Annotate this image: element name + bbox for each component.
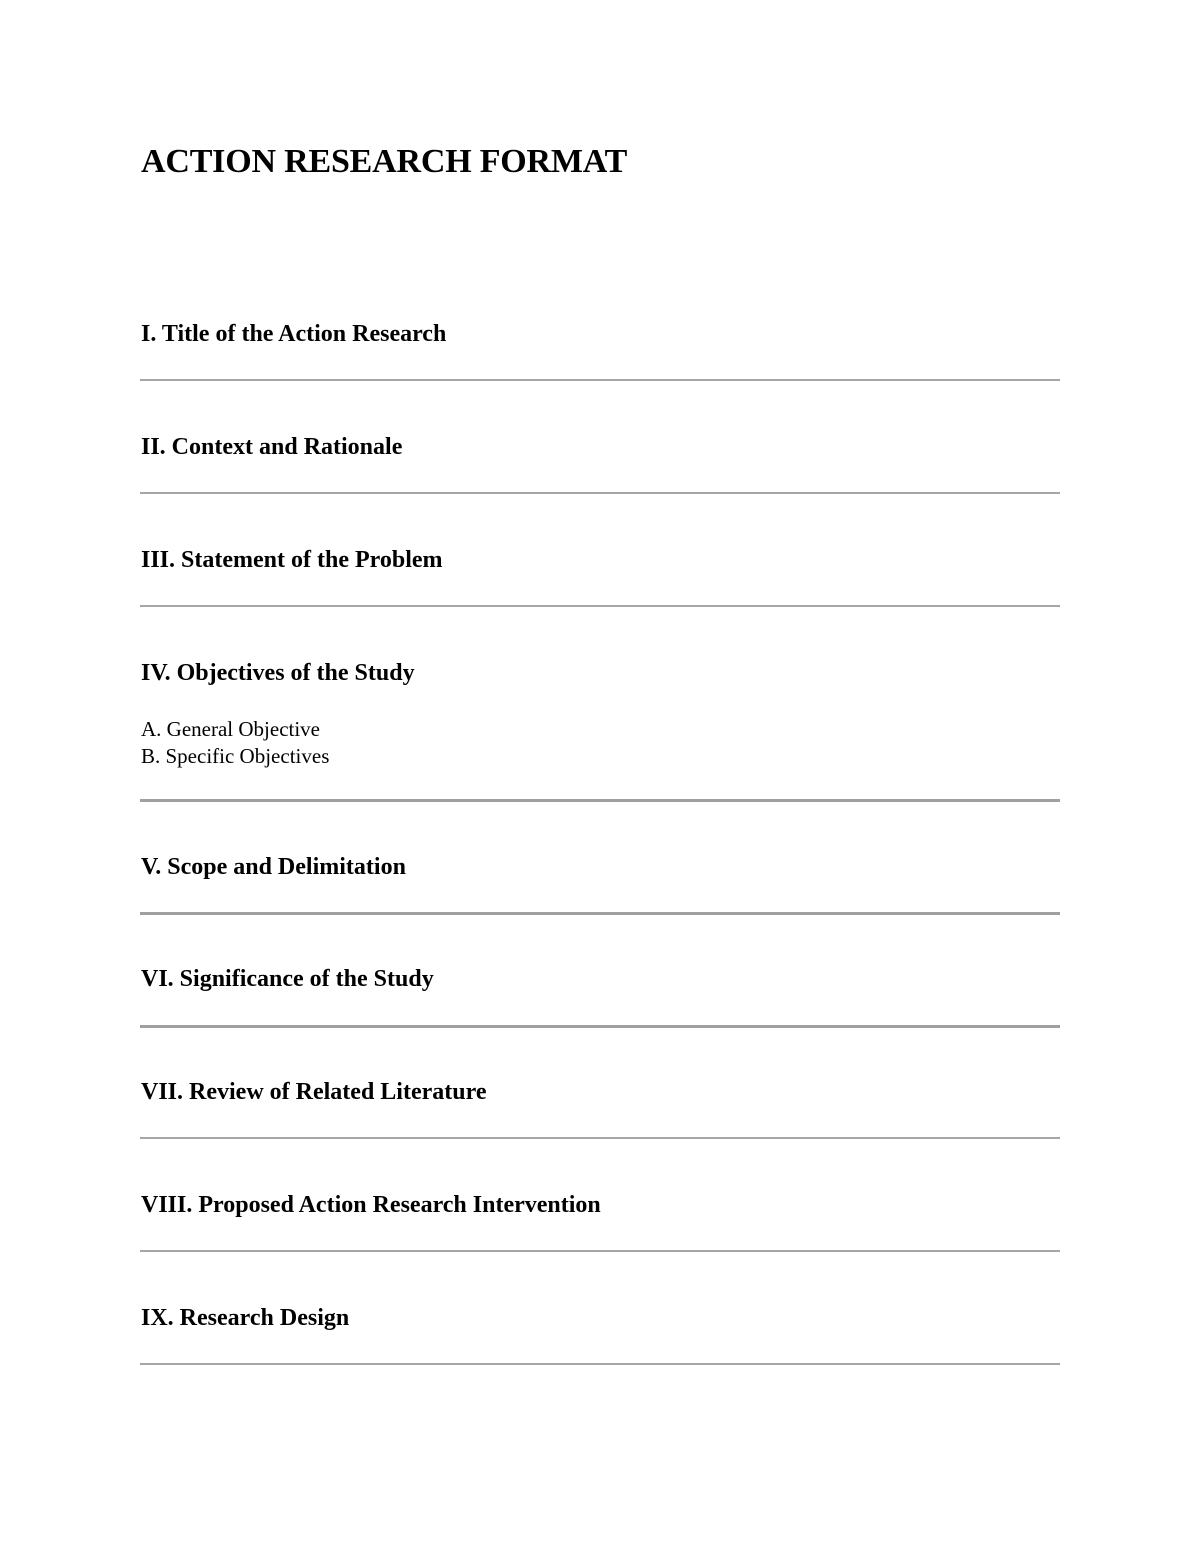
section-heading-label: IX. Research Design (141, 1305, 350, 1331)
section-heading-8 (141, 1190, 1060, 1220)
section-divider (140, 1137, 1060, 1139)
section-heading-3 (141, 545, 1060, 575)
section-heading-label: V. Scope and Delimitation (141, 854, 406, 880)
section-heading-label: I. Title of the Action Research (141, 321, 447, 347)
section-heading-4 (141, 658, 1060, 688)
section-heading-2 (141, 432, 1060, 462)
section-heading-label: III. Statement of the Problem (141, 547, 443, 573)
section-heading-7 (141, 1077, 1060, 1107)
section-divider (140, 492, 1060, 494)
section-heading-6 (141, 964, 1060, 994)
section-divider (140, 605, 1060, 607)
section-divider (140, 912, 1060, 915)
section-heading-label: II. Context and Rationale (141, 434, 403, 460)
section-heading-label: VIII. Proposed Action Research Intervention (141, 1192, 601, 1218)
section-heading-9 (141, 1303, 1060, 1333)
objectives-list (141, 716, 329, 770)
section-divider (140, 1250, 1060, 1252)
page-title: ACTION RESEARCH FORMAT (141, 143, 628, 180)
section-heading-5 (141, 852, 1060, 882)
section-heading-label: VII. Review of Related Literature (141, 1079, 487, 1105)
section-heading-label: IV. Objectives of the Study (141, 660, 415, 686)
list-item: A. General Objective (141, 717, 321, 741)
section-divider (140, 1025, 1060, 1028)
list-item: B. Specific Objectives (141, 744, 330, 768)
section-heading-label: VI. Significance of the Study (141, 966, 434, 992)
section-divider (140, 799, 1060, 802)
section-divider (140, 1363, 1060, 1365)
section-heading-1 (141, 319, 1060, 349)
section-divider (140, 379, 1060, 381)
